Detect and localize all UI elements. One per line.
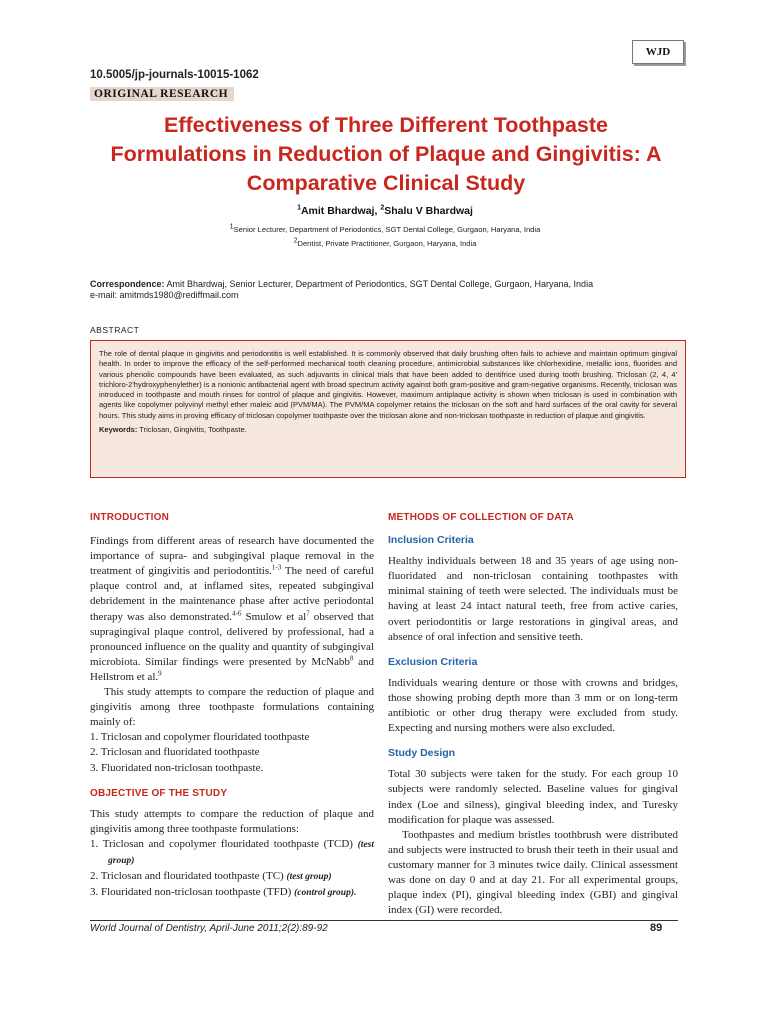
objective-list [90, 837, 374, 901]
affiliation-2 [90, 239, 680, 248]
abstract-text: The role of dental plaque in gingivitis and periodontitis is well established. It is commonly observed that daily brushing often fails to achieve and maintain optimum gingival health. In order to improve the efficacy of the self-performed mechanical tooth cleaning procedure, antimicrobial substances like chlorhexidine, metallic ions, fluorides and various phenolic compounds have been evaluated, as such adjuvants in clinical trials that have been added to dentifrice used during tooth brushing. Triclosan (2, 4, 4' trichloro-2'hydroxyphenylether) is a nonionic antibacterial agent with broad spectrum activity against both gram-positive and gram-negative organisms. Recently, triclosan was introduced in toothpaste and mouth rinses for control of plaque and gingivitis. However, maximum antiplaque activity is shown when triclosan is used in combination with agents like copolymer polyvinyl methyl ether maleic acid (PVM/MA). The PVM/MA copolymer retains the triclosan on the soft and hard surfaces of the oral cavity for several hours. This study aims in proving efficacy of triclosan copolymer toothpaste over the triclosan alone and non-triclosan toothpaste in reduction of plaque and gingivitis. [99, 349, 677, 420]
list-item [90, 837, 374, 869]
objective-item-group: (control group). [294, 888, 357, 899]
objective-heading: OBJECTIVE OF THE STUDY [90, 787, 228, 799]
objective-item-text: 2. Triclosan and flouridated toothpaste (TC) [90, 870, 287, 883]
objective-paragraph: This study attempts to compare the reduction of plaque and gingivitis among three toothpaste formulations: [90, 807, 374, 835]
author-2: Shalu V Bhardwaj [384, 205, 473, 217]
introduction-heading: INTRODUCTION [90, 512, 170, 523]
author-2-sup: 2 [380, 204, 385, 212]
inclusion-heading: Inclusion Criteria [388, 534, 474, 547]
exclusion-paragraph: Individuals wearing denture or those with crowns and bridges, those showing probing depth more than 3 mm or on long-term antibiotic or other drug therapy were excluded from study. Expecting and nursing mothers were also excluded. [388, 676, 678, 735]
objective-item-group: (test group) [108, 839, 374, 866]
footer-citation: World Journal of Dentistry, April-June 2011;2(2):89-92 [90, 923, 328, 934]
right-column [388, 510, 678, 918]
inclusion-paragraph: Healthy individuals between 18 and 35 years of age using non-fluoridated and non-triclosan containing toothpastes with minimal staining of teeth were selected. The individuals must be having at least 24 intact natural teeth, free from active caries, overt periodontitis or large restorations in gingival areas, and absence of oral infection and sensitive teeth. [388, 555, 678, 643]
intro-paragraph-1 [90, 534, 374, 685]
exclusion-heading: Exclusion Criteria [388, 655, 478, 668]
abstract-box [90, 340, 686, 478]
correspondence-text: Amit Bhardwaj, Senior Lecturer, Department of Periodontics, SGT Dental College, Gurgaon, Haryana, India [164, 279, 594, 289]
journal-badge: WJD [632, 40, 684, 64]
doi: 10.5005/jp-journals-10015-1062 [90, 69, 259, 81]
affiliation-2-text: Dentist, Private Practitioner, Gurgaon, Haryana, India [297, 239, 477, 248]
list-item: 2. Triclosan and fluoridated toothpaste [90, 746, 260, 759]
keywords-label: Keywords: [99, 425, 138, 435]
affiliation-1-text: Senior Lecturer, Department of Periodontics, SGT Dental College, Gurgaon, Haryana, India [233, 225, 541, 234]
list-item [90, 869, 374, 885]
intro-text-c: Smulow et al [241, 610, 307, 623]
abstract-label: ABSTRACT [90, 325, 140, 335]
ref-4-6: 4-6 [232, 608, 242, 617]
authors [90, 205, 680, 217]
page-number: 89 [650, 922, 663, 934]
article-type-tag: ORIGINAL RESEARCH [90, 87, 234, 101]
list-item [90, 885, 374, 901]
keywords-text: Triclosan, Gingivitis, Toothpaste. [137, 425, 247, 435]
list-item: 1. Triclosan and copolymer flouridated toothpaste [90, 731, 310, 744]
author-1-sup: 1 [297, 204, 301, 212]
design-paragraph-1: Total 30 subjects were taken for the study. For each group 10 subjects were randomly selected. Baseline values for gingival index (Loe and silness), gingival bleeding index, and Turesky modification for plaque was assessed. [388, 768, 678, 826]
intro-text-e: and Hellstrom et al. [90, 655, 374, 683]
ref-8: 8 [349, 654, 354, 663]
methods-heading: METHODS OF COLLECTION OF DATA [388, 512, 574, 523]
objective-item-group: (test group) [286, 872, 332, 883]
intro-paragraph-2: This study attempts to compare the reduction of plaque and gingivitis among three toothpaste formulations containing mainly of: [90, 686, 374, 729]
ref-7: 7 [306, 608, 310, 617]
correspondence-email[interactable]: e-mail: amitmds1980@rediffmail.com [90, 290, 239, 300]
correspondence [90, 279, 690, 301]
keywords [99, 425, 677, 435]
objective-item-text: 1. Triclosan and copolymer flouridated toothpaste (TCD) [90, 837, 358, 850]
intro-text-b: The need of careful plaque control and, at inflamed sites, repeated subgingival debridement in the maintenance phase after active periodontal therapy was also demonstrated. [90, 565, 374, 623]
intro-text-d: observed that supragingival plaque control, delivered by professional, had a pronounced influence on the quality and quantity of subgingival microbiota. Similar findings were presented by McNabb [90, 610, 374, 668]
design-paragraph-2: Toothpastes and medium bristles toothbrush were distributed and subjects were instructed to brush their teeth in their usual and customary manner for 3 minutes twice daily. Clinical assessment was done on day 0 and at day 21. For all experimental groups, plaque index (PI), gingival bleeding index (GBI) and gingival index (GI) were recorded. [388, 828, 678, 917]
affiliation-1 [90, 225, 680, 234]
affiliation-1-sup: 1 [229, 223, 234, 231]
ref-9: 9 [158, 669, 162, 678]
objective-item-text: 3. Flouridated non-triclosan toothpaste (TFD) [90, 886, 295, 899]
intro-text-a: Findings from different areas of research have documented the importance of supra- and subgingival plaque removal in the treatment of gingivitis and periodontitis. [90, 535, 374, 578]
study-design-heading: Study Design [388, 747, 456, 760]
intro-list [90, 730, 374, 775]
article-title: Effectiveness of Three Different Toothpaste Formulations in Reduction of Plaque and Gingivitis: A Comparative Clinical Study [110, 113, 662, 195]
list-item: 3. Fluoridated non-triclosan toothpaste. [90, 761, 264, 774]
ref-1-3: 1-3 [271, 563, 282, 572]
author-1: Amit Bhardwaj, [300, 205, 381, 217]
affiliation-2-sup: 2 [293, 237, 298, 245]
correspondence-label: Correspondence: [90, 279, 165, 289]
left-column [90, 510, 374, 901]
footer-divider [90, 920, 678, 921]
